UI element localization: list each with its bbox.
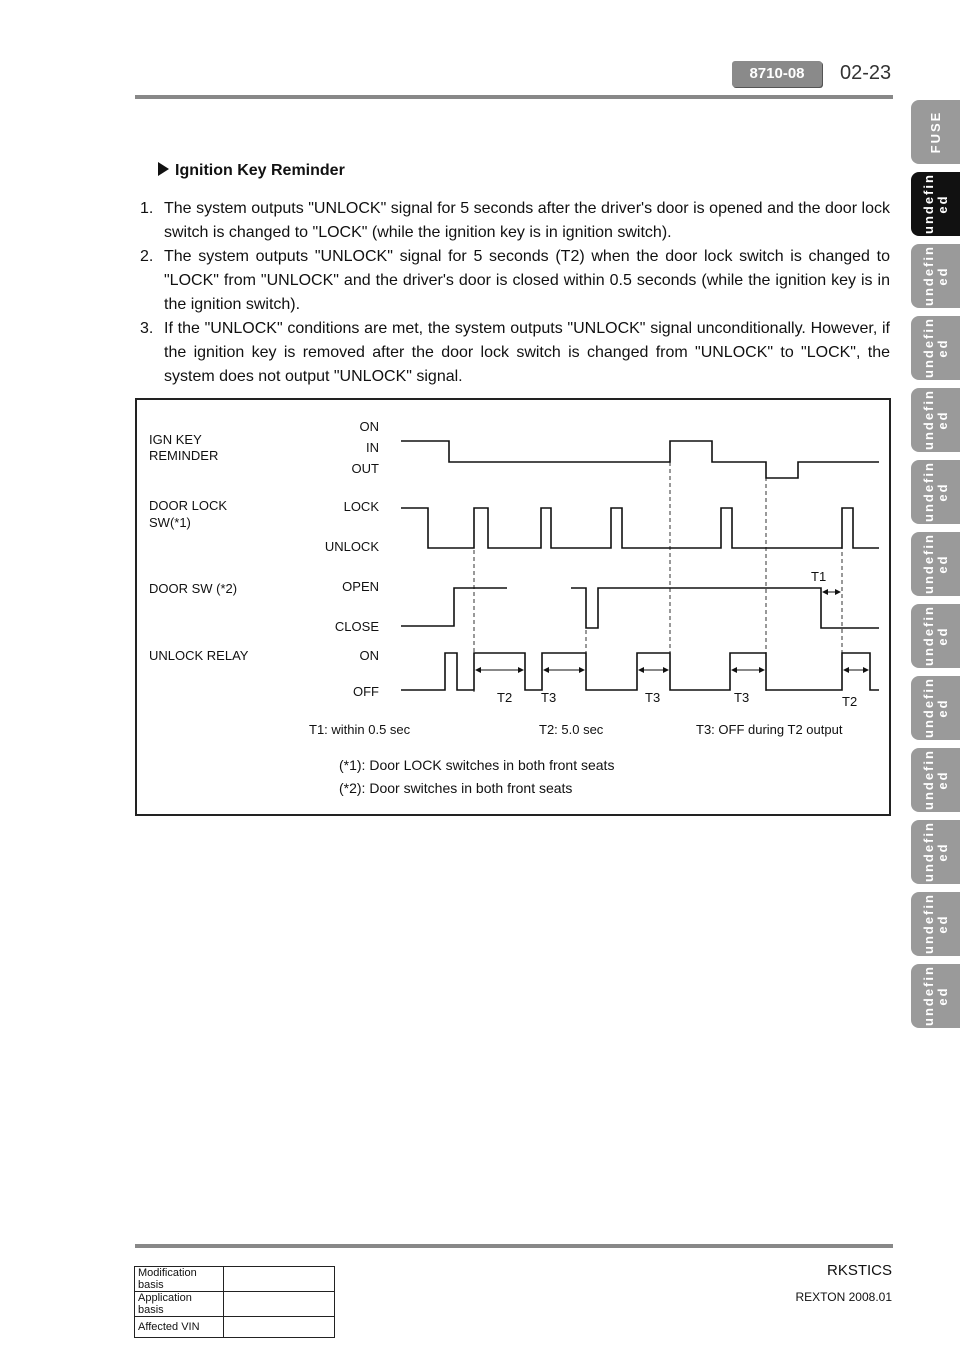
level-lock: LOCK xyxy=(343,499,379,514)
side-tab-label: undefin ed xyxy=(920,245,950,306)
section-heading xyxy=(158,162,345,180)
side-tab-active[interactable] xyxy=(911,172,960,236)
side-tab[interactable] xyxy=(911,244,960,308)
brand-name: RKSTICS xyxy=(826,1262,892,1279)
side-tab-label: undefin ed xyxy=(920,893,950,954)
signal-name-lock-2: SW(*1) xyxy=(149,515,191,530)
table-value xyxy=(224,1292,335,1317)
table-value xyxy=(224,1317,335,1338)
modification-table xyxy=(134,1266,335,1338)
level-open: OPEN xyxy=(342,579,379,594)
door-switch-waveform xyxy=(401,588,507,626)
signal-name-relay: UNLOCK RELAY xyxy=(149,648,249,663)
list-item xyxy=(140,245,890,317)
section-code-badge: 8710-08 xyxy=(732,61,822,87)
interval-t3: T3 xyxy=(645,690,661,705)
ign-key-waveform xyxy=(401,441,879,478)
level-ign-out: OUT xyxy=(351,461,379,476)
table-label: Modification basis xyxy=(135,1267,224,1292)
side-tab-label: undefin ed xyxy=(920,749,950,810)
side-tab-label: undefin ed xyxy=(920,173,950,234)
timing-diagram xyxy=(135,398,891,816)
side-tab-label: undefin ed xyxy=(920,317,950,378)
door-lock-waveform xyxy=(401,508,879,548)
list-item-number: 2. xyxy=(140,248,154,265)
signal-name-lock-1: DOOR LOCK xyxy=(149,498,228,513)
level-close: CLOSE xyxy=(334,619,379,634)
side-tab[interactable] xyxy=(911,532,960,596)
side-tab[interactable] xyxy=(911,820,960,884)
side-tab-label: undefin ed xyxy=(920,821,950,882)
side-tab-label: undefin ed xyxy=(920,461,950,522)
interval-t2: T2 xyxy=(842,694,858,709)
signal-name-ign-2: REMINDER xyxy=(149,448,219,463)
list-item-number: 3. xyxy=(140,320,154,337)
triangle-bullet-icon xyxy=(158,162,169,176)
level-ign-on: ON xyxy=(359,419,379,434)
side-tab[interactable] xyxy=(911,892,960,956)
side-tab-label: undefin ed xyxy=(920,605,950,666)
legend-t3: T3: OFF during T2 output xyxy=(696,722,843,737)
legend-t1: T1: within 0.5 sec xyxy=(309,722,411,737)
table-row xyxy=(135,1267,335,1292)
diagram-note: (*1): Door LOCK switches in both front seats xyxy=(339,757,615,773)
table-row xyxy=(135,1292,335,1317)
side-tab[interactable] xyxy=(911,460,960,524)
interval-t1: T1 xyxy=(811,569,827,584)
list-item-text: The system outputs "UNLOCK" signal for 5 seconds (T2) when the door lock switch is changed to "LOCK" from "UNLOCK" and the driver's door is closed within 0.5 seconds (while the ignition key is in the ignition switch). xyxy=(164,248,890,313)
table-value xyxy=(224,1267,335,1292)
interval-t3: T3 xyxy=(734,690,750,705)
side-tab-label: undefin ed xyxy=(920,533,950,594)
list-item-text: The system outputs "UNLOCK" signal for 5 seconds after the driver's door is opened and the door lock switch is changed to "LOCK" (while the ignition key is in ignition switch). xyxy=(164,200,890,241)
table-label: Affected VIN xyxy=(135,1317,224,1338)
side-tab[interactable] xyxy=(911,676,960,740)
list-item xyxy=(140,317,890,389)
side-tab[interactable] xyxy=(911,964,960,1028)
legend-t2: T2: 5.0 sec xyxy=(539,722,604,737)
side-tab[interactable] xyxy=(911,388,960,452)
list-item xyxy=(140,197,890,245)
instruction-list xyxy=(140,197,890,389)
signal-name-door: DOOR SW (*2) xyxy=(149,581,238,596)
side-tab-label: undefin ed xyxy=(920,389,950,450)
side-tab[interactable] xyxy=(911,316,960,380)
unlock-relay-waveform xyxy=(401,653,879,690)
door-switch-waveform xyxy=(571,588,879,628)
table-label: Application basis xyxy=(135,1292,224,1317)
list-item-text: If the "UNLOCK" conditions are met, the system outputs "UNLOCK" signal unconditionally. However, if the ignition key is removed after the door lock switch is changed from "UNLOCK" to "LOCK", the system does not output "UNLOCK" signal. xyxy=(164,320,890,385)
section-title: Ignition Key Reminder xyxy=(175,162,345,179)
side-tab[interactable] xyxy=(911,748,960,812)
page-number: 02-23 xyxy=(840,62,892,84)
list-item-number: 1. xyxy=(140,200,154,217)
header-rule xyxy=(135,95,893,99)
level-relay-on: ON xyxy=(359,648,379,663)
model-year: REXTON 2008.01 xyxy=(795,1290,892,1304)
diagram-note: (*2): Door switches in both front seats xyxy=(339,780,573,796)
side-tab-label: undefin ed xyxy=(920,677,950,738)
signal-name-ign-1: IGN KEY xyxy=(149,432,202,447)
side-tab-label: FUSE xyxy=(927,110,943,154)
timing-diagram-svg xyxy=(137,400,889,814)
side-tab-label: undefin ed xyxy=(920,965,950,1026)
table-row xyxy=(135,1317,335,1338)
side-tab-fuse[interactable] xyxy=(911,100,960,164)
interval-t3: T3 xyxy=(541,690,557,705)
side-tab[interactable] xyxy=(911,604,960,668)
interval-t2: T2 xyxy=(497,690,513,705)
level-ign-in: IN xyxy=(366,440,379,455)
level-relay-off: OFF xyxy=(353,684,379,699)
level-unlock: UNLOCK xyxy=(324,539,379,554)
footer-rule xyxy=(135,1244,893,1248)
